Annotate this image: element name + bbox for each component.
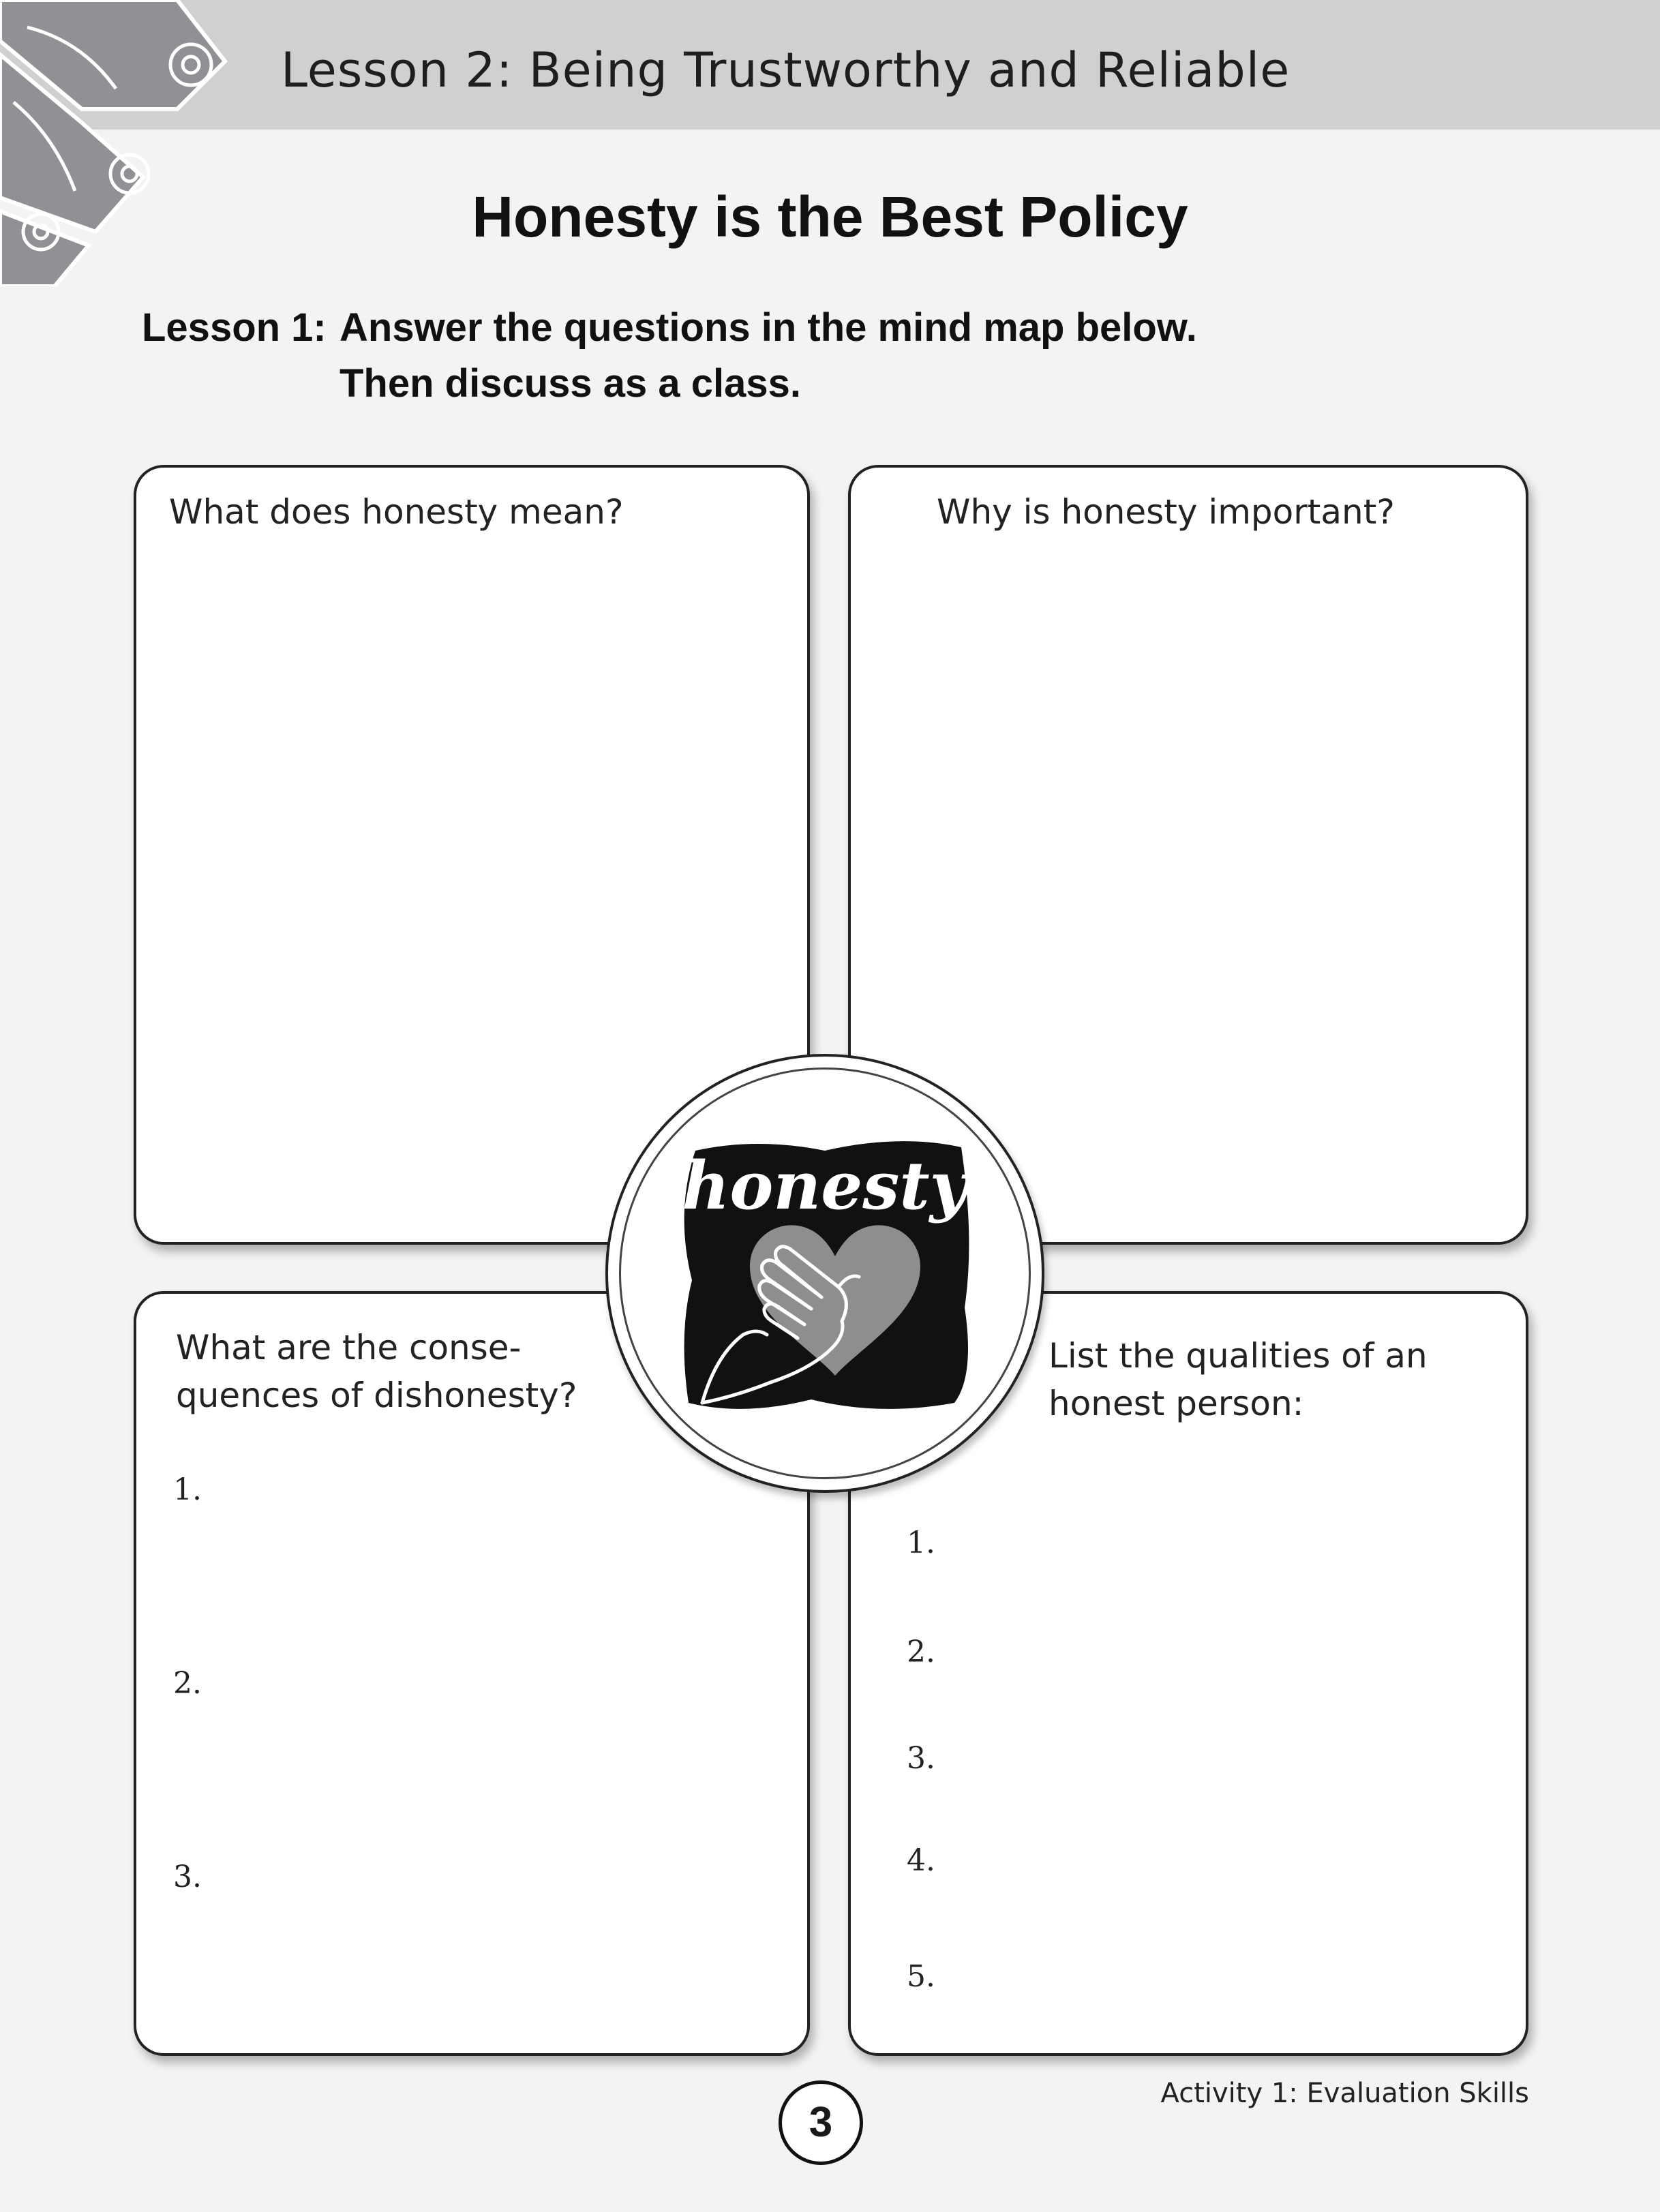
consequences-prompt-line-1: What are the conse- (176, 1328, 522, 1367)
consequence-number-1: 1. (173, 1472, 202, 1507)
box-prompt-importance: Why is honesty important? (937, 492, 1395, 532)
consequence-number-2: 2. (173, 1666, 202, 1701)
page-title: Honesty is the Best Policy (472, 185, 1188, 249)
quality-number-3: 3. (907, 1741, 935, 1776)
qualities-prompt-line-2: honest person: (1048, 1384, 1304, 1423)
honesty-logo-word: honesty (682, 1147, 968, 1224)
consequence-number-3: 3. (173, 1860, 202, 1894)
box-prompt-meaning: What does honesty mean? (169, 492, 624, 532)
honesty-logo (675, 1130, 975, 1416)
quality-number-5: 5. (907, 1959, 935, 1994)
quality-number-1: 1. (907, 1526, 935, 1560)
box-prompt-consequences (176, 1324, 577, 1419)
instruction-line-1: Answer the questions in the mind map below. (339, 305, 1197, 350)
box-prompt-qualities (1048, 1332, 1428, 1427)
instruction-line-2: Then discuss as a class. (339, 361, 802, 406)
lesson-header: Lesson 2: Being Trustworthy and Reliable (281, 42, 1291, 98)
instruction-label: Lesson 1: (142, 305, 327, 350)
quality-number-2: 2. (907, 1635, 935, 1669)
page-number: 3 (779, 2080, 863, 2165)
activity-label: Activity 1: Evaluation Skills (1160, 2078, 1529, 2109)
quality-number-4: 4. (907, 1843, 935, 1878)
consequences-prompt-line-2: quences of dishonesty? (176, 1376, 577, 1415)
qualities-prompt-line-1: List the qualities of an (1048, 1336, 1428, 1376)
instruction (142, 300, 1197, 412)
